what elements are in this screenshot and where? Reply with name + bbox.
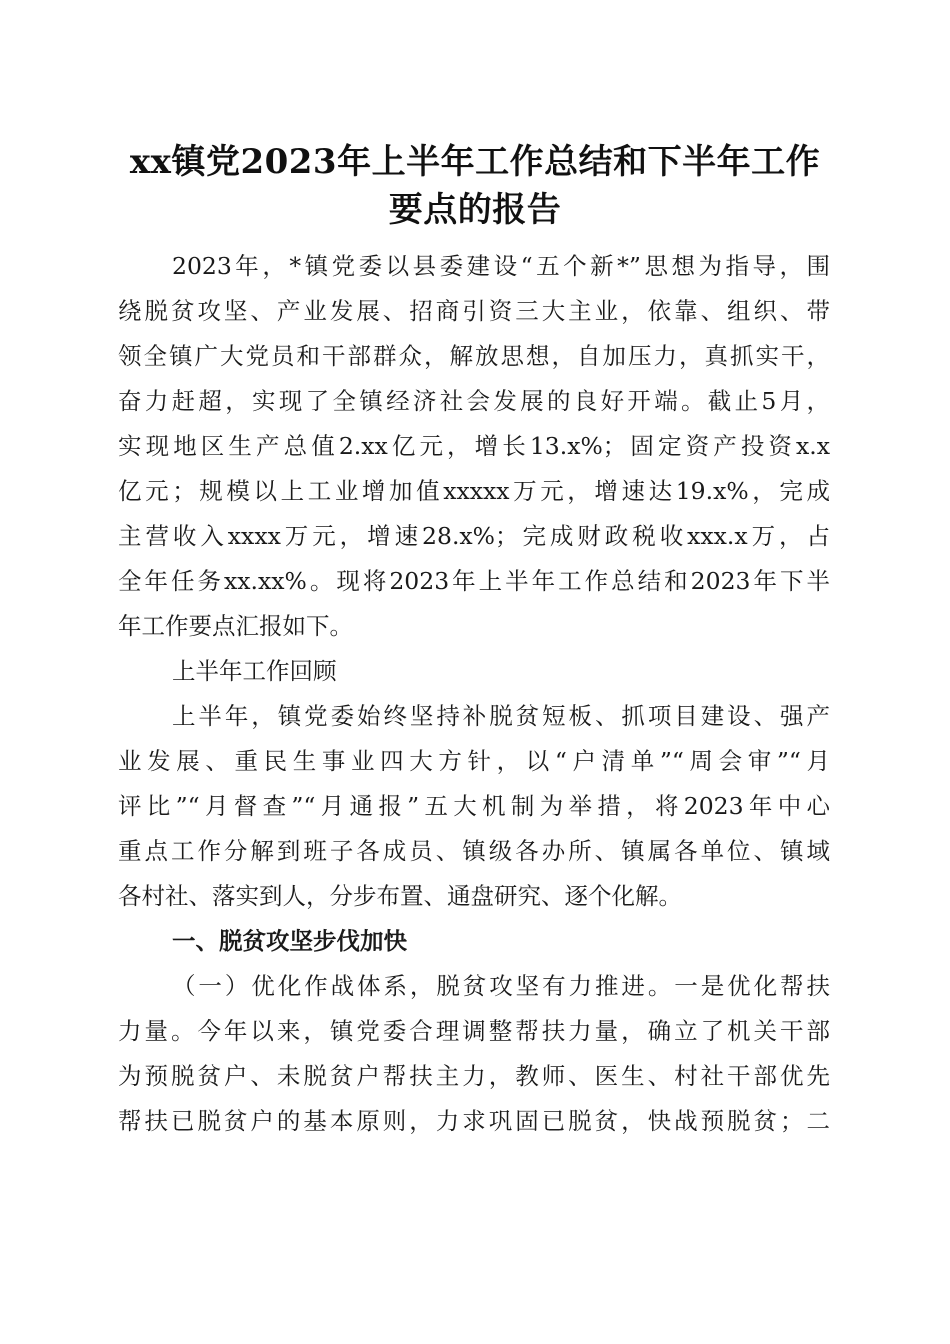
section-heading: 一、脱贫攻坚步伐加快 xyxy=(172,927,407,955)
section-subtitle: 上半年工作回顾 xyxy=(172,657,337,685)
body-line: 帮扶已脱贫户的基本原则，力求巩固已脱贫，快战预脱贫；二 xyxy=(118,1107,830,1135)
body-line: 主营收入xxxx万元，增速28.x%；完成财政税收xxx.x万，占 xyxy=(118,522,830,550)
body-line: 2023年，*镇党委以县委建设“五个新*”思想为指导，围 xyxy=(172,252,830,280)
document-title-line-1: xx镇党2023年上半年工作总结和下半年工作 xyxy=(129,142,821,182)
body-line: 为预脱贫户、未脱贫户帮扶主力，教师、医生、村社干部优先 xyxy=(118,1062,830,1090)
document-title-line-2: 要点的报告 xyxy=(388,190,562,230)
body-line: 年工作要点汇报如下。 xyxy=(118,612,353,640)
body-line: （一）优化作战体系，脱贫攻坚有力推进。一是优化帮扶 xyxy=(172,972,830,1000)
body-line: 全年任务xx.xx%。现将2023年上半年工作总结和2023年下半 xyxy=(118,567,830,595)
body-line: 亿元；规模以上工业增加值xxxxx万元，增速达19.x%，完成 xyxy=(118,477,830,505)
body-line: 实现地区生产总值2.xx亿元，增长13.x%；固定资产投资x.x xyxy=(118,432,830,460)
body-line: 各村社、落实到人，分步布置、通盘研究、逐个化解。 xyxy=(118,882,682,910)
body-line: 力量。今年以来，镇党委合理调整帮扶力量，确立了机关干部 xyxy=(118,1017,830,1045)
body-line: 绕脱贫攻坚、产业发展、招商引资三大主业，依靠、组织、带 xyxy=(118,297,830,325)
body-line: 奋力赶超，实现了全镇经济社会发展的良好开端。截止5月， xyxy=(118,387,830,415)
body-line: 重点工作分解到班子各成员、镇级各办所、镇属各单位、镇域 xyxy=(118,837,830,865)
body-line: 评比”“月督查”“月通报”五大机制为举措，将2023年中心 xyxy=(118,792,830,820)
body-line: 业发展、重民生事业四大方针，以“户清单”“周会审”“月 xyxy=(118,747,830,775)
body-line: 领全镇广大党员和干部群众，解放思想，自加压力，真抓实干， xyxy=(118,342,830,370)
body-line: 上半年，镇党委始终坚持补脱贫短板、抓项目建设、强产 xyxy=(172,702,830,730)
